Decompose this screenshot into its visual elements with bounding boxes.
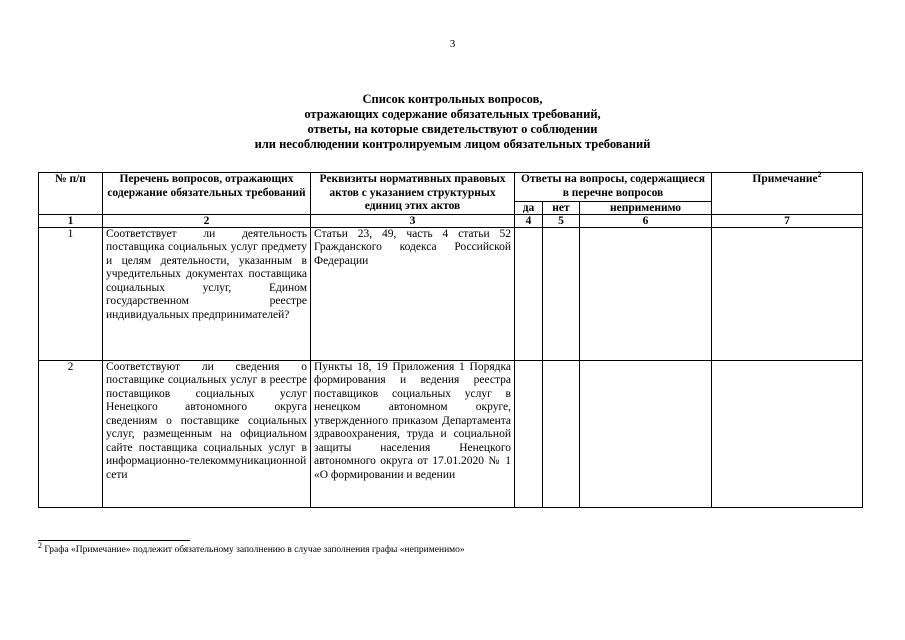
page-number: 3 — [449, 38, 456, 50]
header-not-applicable: неприменимо — [580, 201, 712, 214]
header-yes: да — [515, 201, 543, 214]
title-line: Список контрольных вопросов, — [362, 92, 543, 106]
document-title — [0, 92, 905, 152]
header-no: нет — [543, 201, 580, 214]
header-questions: Перечень вопросов, отражающих содержание обязательных требований — [103, 173, 311, 215]
answer-yes-cell — [515, 227, 543, 360]
column-number: 1 — [39, 214, 103, 227]
row-requisites: Пункты 18, 19 Приложения 1 Порядка формирования и ведения реестра поставщиков социальных услуг в ненецком автономном округе, утвержденного приказом Департамента здравоохранения, труда и социальной защиты населения Ненецкого автономного округа от 17.01.2020 № 1 «О формировании и ведении — [311, 360, 515, 507]
answer-no-cell — [543, 227, 580, 360]
checklist-table — [38, 172, 863, 508]
header-row — [39, 173, 863, 202]
column-number-row — [39, 214, 863, 227]
column-number: 6 — [580, 214, 712, 227]
footnote-separator — [38, 540, 190, 541]
row-question: Соответствуют ли сведения о поставщике социальных услуг в реестре поставщиков социальных услуг Ненецкого автономного округа сведениям о поставщике социальных услуг, размещенным на официальном сайте поставщика социальных услуг в информационно-телекоммуникационной сети — [103, 360, 311, 507]
answer-not-applicable-cell — [580, 227, 712, 360]
column-number: 2 — [103, 214, 311, 227]
header-answers: Ответы на вопросы, содержащиеся в перечне вопросов — [515, 173, 712, 202]
header-requisites: Реквизиты нормативных правовых актов с указанием структурных единиц этих актов — [311, 173, 515, 215]
footnote — [38, 540, 465, 555]
column-number: 3 — [311, 214, 515, 227]
title-line: отражающих содержание обязательных требований, — [304, 107, 601, 121]
header-note-label: Примечание — [752, 173, 818, 185]
table-row — [39, 360, 863, 507]
column-number: 7 — [712, 214, 863, 227]
footnote-text: Графа «Примечание» подлежит обязательному заполнению в случае заполнения графы «неприменимо» — [42, 545, 465, 555]
note-cell — [712, 360, 863, 507]
header-num: № п/п — [39, 173, 103, 215]
table-row — [39, 227, 863, 360]
column-number: 4 — [515, 214, 543, 227]
answer-not-applicable-cell — [580, 360, 712, 507]
answer-yes-cell — [515, 360, 543, 507]
column-number: 5 — [543, 214, 580, 227]
row-question: Соответствует ли деятельность поставщика социальных услуг предмету и целям деятельности, указанным в учредительных документах поставщика социальных услуг, Едином государственном реестре индивидуальных предпринимателей? — [103, 227, 311, 360]
answer-no-cell — [543, 360, 580, 507]
header-note — [712, 170, 863, 215]
row-requisites: Статьи 23, 49, часть 4 статьи 52 Гражданского кодекса Российской Федерации — [311, 227, 515, 360]
row-num: 1 — [39, 227, 103, 360]
footnote-ref: 2 — [817, 170, 822, 180]
title-line: ответы, на которые свидетельствуют о соблюдении — [307, 122, 598, 136]
row-num: 2 — [39, 360, 103, 507]
note-cell — [712, 227, 863, 360]
title-line: или несоблюдении контролируемым лицом обязательных требований — [254, 137, 651, 151]
footnote-marker: 2 — [38, 540, 42, 550]
